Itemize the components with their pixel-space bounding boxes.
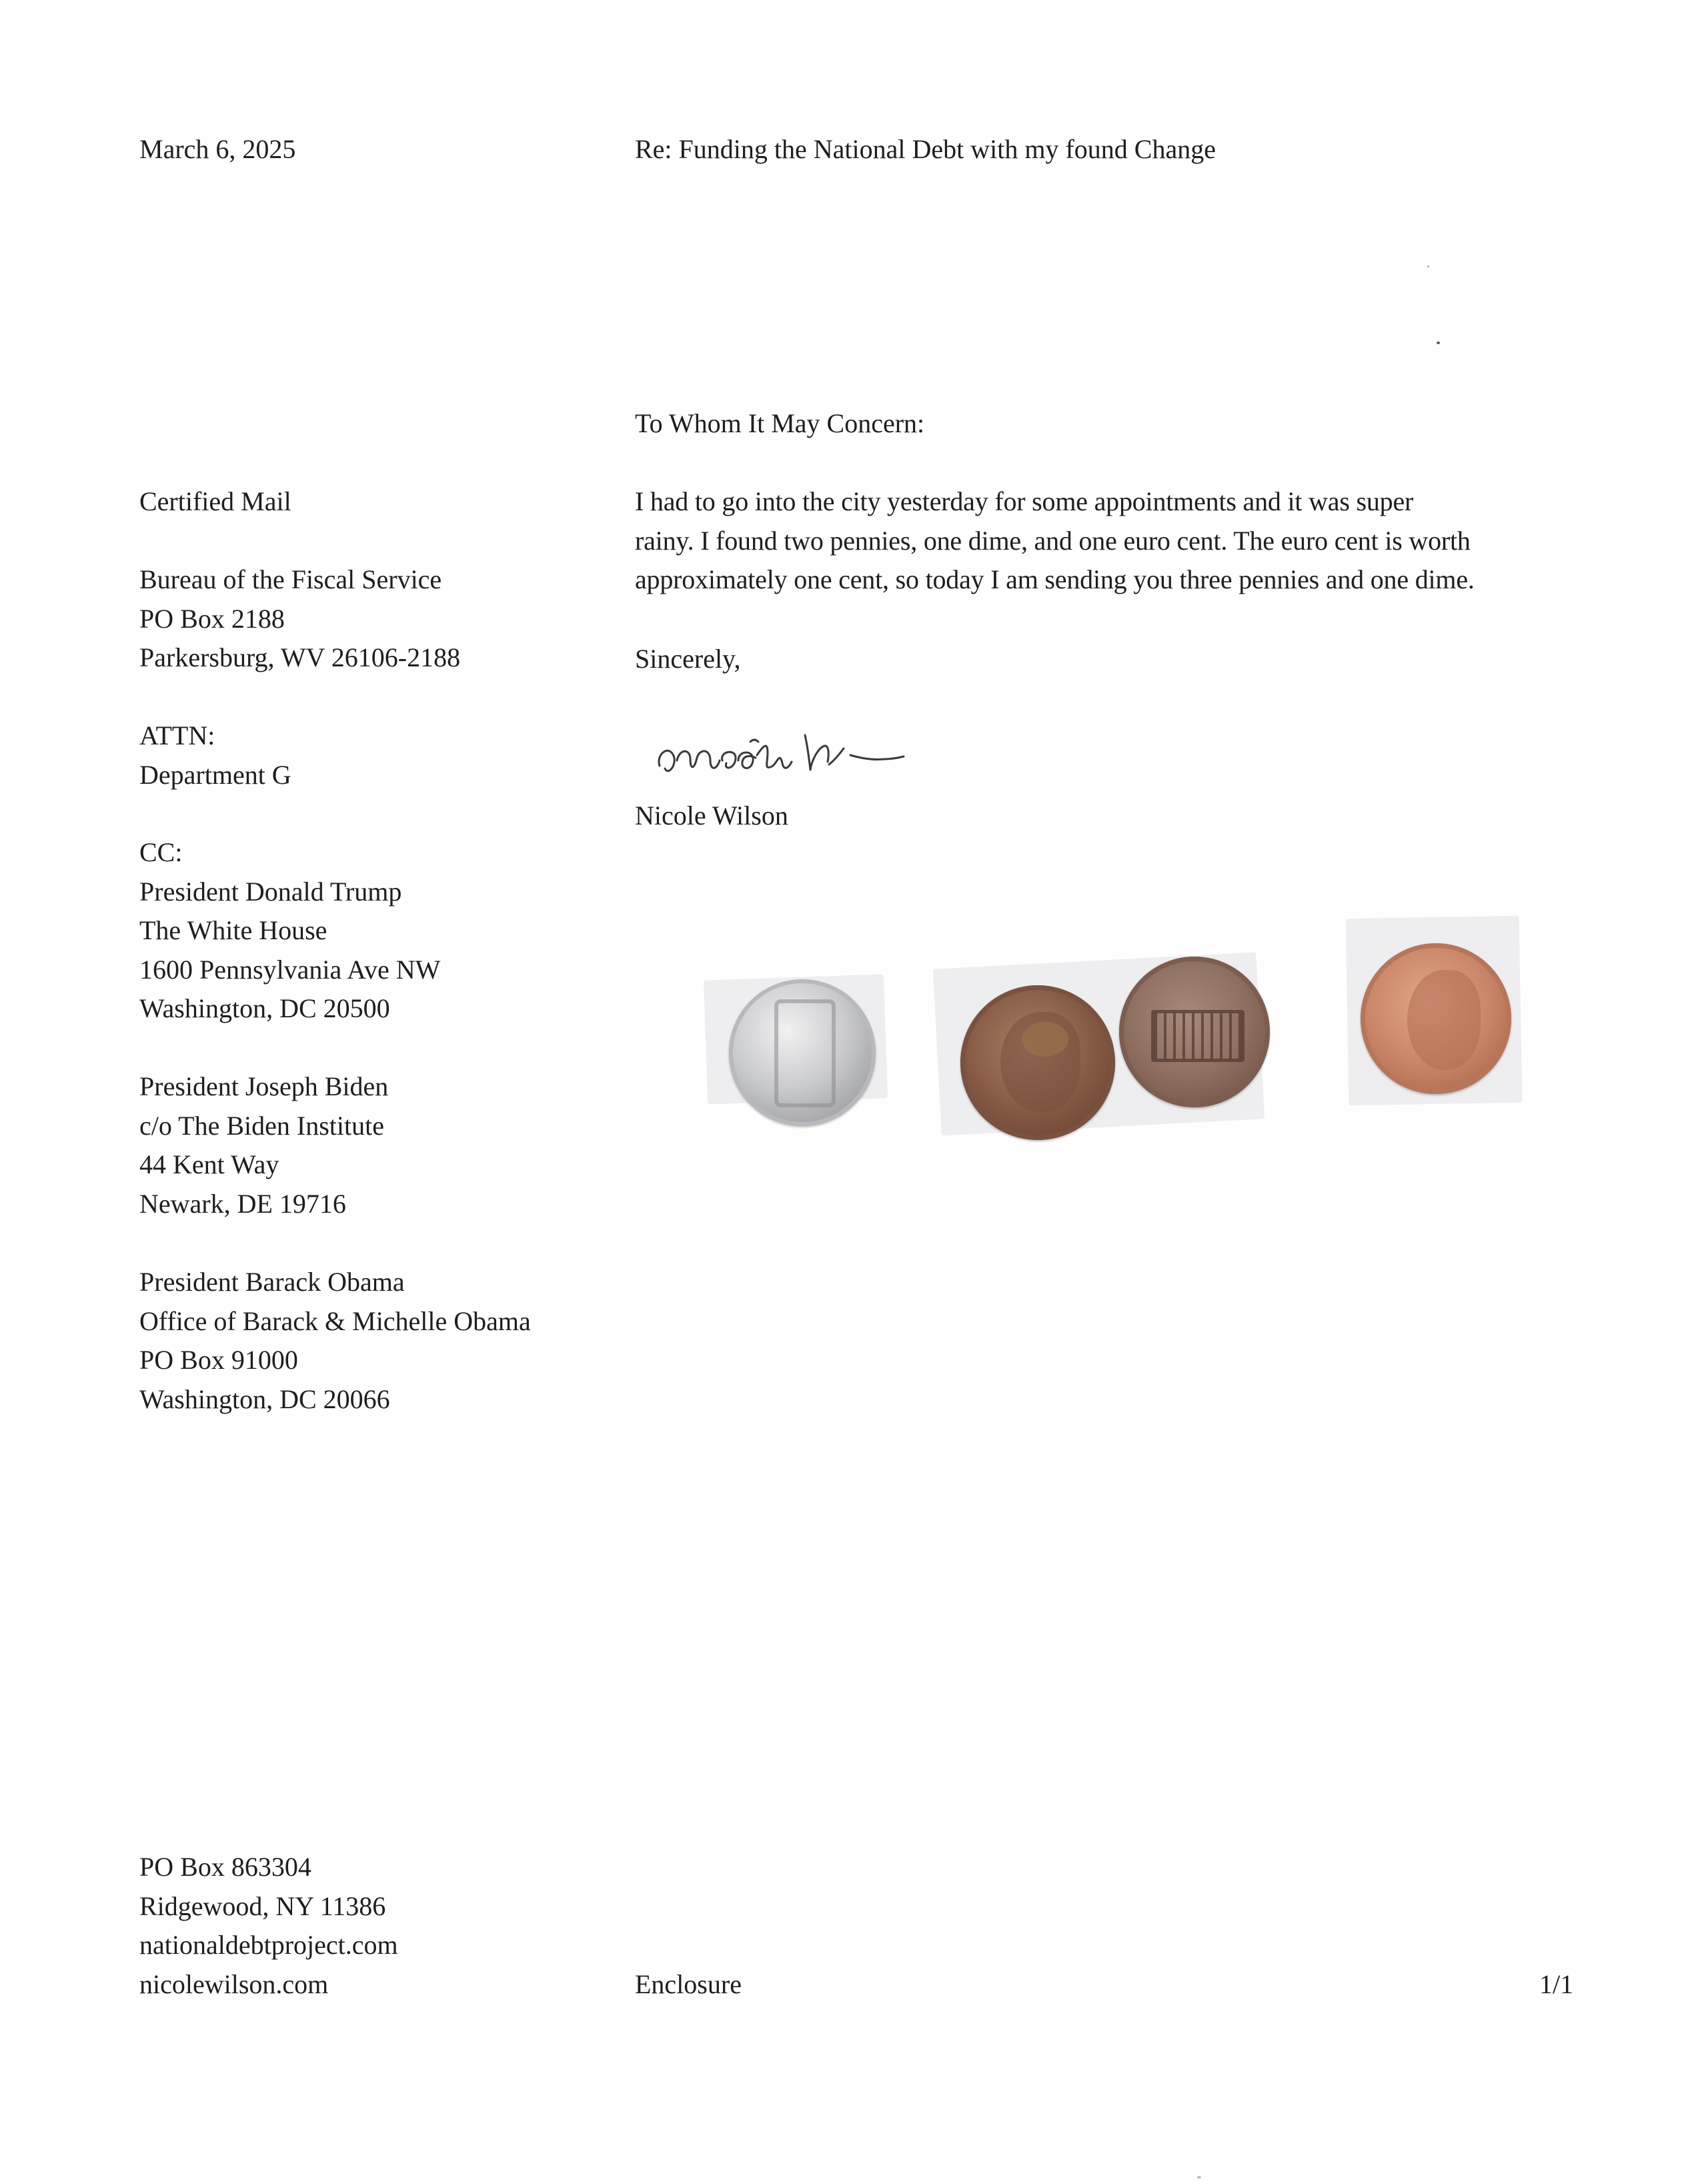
salutation: To Whom It May Concern:	[635, 408, 925, 438]
penny-coin	[1119, 957, 1270, 1107]
scan-speck	[1427, 265, 1429, 267]
attention-block	[139, 716, 291, 794]
cc-entry-line: Office of Barack & Michelle Obama	[139, 1305, 531, 1336]
letter-body	[635, 482, 1475, 600]
sender-address	[139, 1848, 398, 2004]
body-line: approximately one cent, so today I am sending you three pennies and one dime.	[635, 564, 1475, 595]
letter-subject: Re: Funding the National Debt with my found Change	[635, 134, 1216, 164]
cc-entry-line: The White House	[139, 915, 327, 946]
letter-date: March 6, 2025	[139, 134, 296, 164]
sender-address-line: nationaldebtproject.com	[139, 1930, 398, 1961]
cc-entry-obama	[139, 1263, 531, 1419]
recipient-address-line: Parkersburg, WV 26106-2188	[139, 642, 461, 673]
scan-speck	[1197, 2176, 1201, 2179]
cc-entry-line: Washington, DC 20500	[139, 993, 390, 1024]
body-line: I had to go into the city yesterday for some appointments and it was super	[635, 486, 1414, 516]
cc-entry-line: PO Box 91000	[139, 1345, 298, 1376]
body-line: rainy. I found two pennies, one dime, and one euro cent. The euro cent is worth	[635, 525, 1471, 556]
cc-block	[139, 833, 440, 1029]
recipient-address-line: Bureau of the Fiscal Service	[139, 564, 442, 594]
sender-address-line: Ridgewood, NY 11386	[139, 1890, 386, 1921]
handwritten-signature	[650, 714, 964, 787]
scan-speck	[1437, 342, 1440, 344]
cc-entry-biden	[139, 1067, 388, 1223]
cc-entry-line: President Barack Obama	[139, 1267, 405, 1297]
enclosure-label: Enclosure	[635, 1969, 742, 1999]
delivery-method: Certified Mail	[139, 486, 291, 516]
cc-entry-line: Newark, DE 19716	[139, 1188, 346, 1219]
cc-entry-line: 1600 Pennsylvania Ave NW	[139, 954, 441, 985]
sender-address-line: nicolewilson.com	[139, 1969, 329, 1999]
signature-name: Nicole Wilson	[635, 800, 788, 831]
attn-label: ATTN:	[139, 720, 215, 750]
dime-coin	[729, 979, 876, 1126]
cc-entry-line: 44 Kent Way	[139, 1149, 279, 1180]
attn-value: Department G	[139, 759, 291, 790]
cc-entry-line: Washington, DC 20066	[139, 1384, 390, 1414]
closing: Sincerely,	[635, 644, 741, 674]
page-number: 1/1	[1539, 1969, 1574, 1999]
recipient-address	[139, 560, 460, 678]
penny-coin	[960, 985, 1115, 1140]
cc-entry-line: President Donald Trump	[139, 876, 402, 907]
recipient-address-line: PO Box 2188	[139, 603, 285, 634]
sender-address-line: PO Box 863304	[139, 1852, 311, 1882]
cc-entry-line: President Joseph Biden	[139, 1071, 389, 1101]
cc-label: CC:	[139, 837, 183, 867]
cc-entry-line: c/o The Biden Institute	[139, 1110, 384, 1141]
penny-coin	[1361, 943, 1511, 1094]
